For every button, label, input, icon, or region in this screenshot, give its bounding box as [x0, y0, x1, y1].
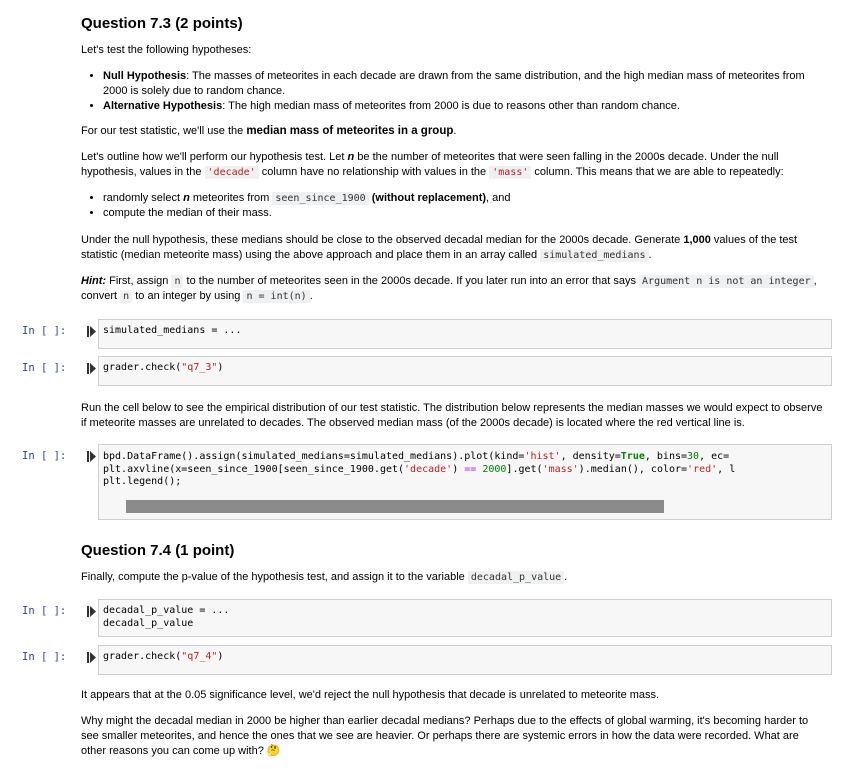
- code-cell-p-value[interactable]: [98, 599, 832, 637]
- outline-part-1: Let's outline how we'll perform our hypothesis test. Let: [81, 151, 348, 163]
- under-part-2: values of the test statistic (median meteorite mass) using the above approach and place them in an array called: [81, 234, 798, 261]
- hint-n-code: n: [171, 275, 183, 288]
- mass-code: 'mass': [489, 166, 531, 179]
- n-variable: n: [347, 151, 355, 163]
- q74-instructions: [81, 570, 826, 585]
- decade-code: 'decade': [205, 166, 259, 179]
- outline-part-2: be the number of meteorites that were seen falling in the 2000s decade. Under the null hypothesis, values in the: [81, 151, 779, 178]
- horizontal-scrollbar[interactable]: [126, 500, 664, 513]
- null-text: : The masses of meteorites in each decade are drawn from the same distribution, and the high median mass of meteorites from 2000 is solely due to random chance.: [103, 70, 805, 97]
- hint-part-5: .: [309, 290, 313, 302]
- q74-section: [81, 543, 826, 558]
- run-text: Run the cell below to see the empirical distribution of our test statistic. The distribution below represents the median masses we would expect to observe if meteorite masses are unrelated to decades. The observed median mass (of the 2000s decade) is located where the red vertical line is.: [81, 402, 823, 429]
- outline-text: [81, 150, 826, 180]
- run-instructions: [81, 401, 826, 431]
- cell-prompt: In [ ]:: [22, 651, 67, 663]
- alt-label: Alternative Hypothesis: [103, 100, 223, 112]
- code-line: grader.check("q7_3"): [103, 362, 224, 373]
- q74-part-1: Finally, compute the p-value of the hypothesis test, and assign it to the variable: [81, 571, 468, 583]
- hint-part-3: , convert: [81, 275, 817, 302]
- procedure-item-select: [103, 191, 826, 206]
- code-cell-simulated-medians[interactable]: [98, 319, 832, 349]
- run-cell-icon[interactable]: [87, 606, 96, 617]
- code-line: simulated_medians = ...: [103, 325, 242, 336]
- run-cell-icon[interactable]: [87, 326, 96, 337]
- conclusion-text: [81, 688, 826, 703]
- select-text: randomly select: [103, 192, 184, 204]
- stat-prefix: For our test statistic, we'll use the: [81, 125, 247, 137]
- code-line-2: decadal_p_value: [103, 617, 194, 629]
- q74-heading: Question 7.4 (1 point): [81, 542, 235, 559]
- code-cell-grader-q7-4[interactable]: [98, 645, 832, 675]
- simulated-medians-code: simulated_medians: [540, 249, 648, 262]
- q73-intro: [81, 43, 826, 58]
- stat-bold: median mass of meteorites in a group: [246, 125, 454, 137]
- test-statistic-text: [81, 124, 826, 139]
- from-text: meteorites from: [189, 192, 273, 204]
- cell-prompt: In [ ]:: [22, 325, 67, 337]
- median-text: compute the median of their mass.: [103, 207, 272, 219]
- and-text: , and: [486, 192, 511, 204]
- procedure-item-median: [103, 206, 826, 221]
- code-line-1: decadal_p_value = ...: [103, 605, 230, 616]
- hint-int-code: n = int(n): [243, 290, 309, 303]
- hint-part-4: to an integer by using: [132, 290, 244, 302]
- string-literal: "q7_3": [181, 362, 218, 373]
- conclusion: It appears that at the 0.05 significance level, we'd reject the null hypothesis that decade is unrelated to meteorite mass.: [81, 689, 660, 701]
- intro-text: Let's test the following hypotheses:: [81, 44, 252, 56]
- outline-part-3: column have no relationship with values in the: [258, 166, 490, 178]
- hint-part-2: to the number of meteorites seen in the 2000s decade. If you later run into an error that says: [183, 275, 640, 287]
- n-variable: n: [183, 192, 190, 204]
- code-line-1: bpd.DataFrame().assign(simulated_medians=simulated_medians).plot(kind='hist', density=True, bins=30, ec=: [103, 451, 730, 462]
- hint-n-code-2: n: [120, 290, 132, 303]
- alt-hypothesis-item: [103, 99, 829, 114]
- cell-prompt: In [ ]:: [22, 362, 67, 374]
- hint-text: [81, 274, 826, 304]
- stat-suffix: .: [453, 125, 457, 137]
- why: Why might the decadal median in 2000 be higher than earlier decadal medians? Perhaps due to the effects of global warming, it's becoming harder to see smaller meteorites, and hence the ones that we see are heavier. Or perhaps there are systemic errors in how the data were recorded. What are other reasons you can come up with?: [81, 715, 809, 757]
- code-line-2: plt.axvline(x=seen_since_1900[seen_since_1900.get('decade') == 2000].get('mass').median(), color='red', l: [103, 463, 736, 475]
- alt-text: : The high median mass of meteorites from 2000 is due to reasons other than random chance.: [222, 100, 680, 112]
- under-part-3: .: [648, 249, 652, 261]
- q73-section: [81, 16, 826, 31]
- thinking-face-icon: 🤔: [266, 745, 281, 757]
- thousand-bold: 1,000: [683, 234, 711, 246]
- run-cell-icon[interactable]: [87, 363, 96, 374]
- hypotheses-list: [81, 69, 829, 114]
- hint-part-1: First, assign: [106, 275, 172, 287]
- hint-label: Hint:: [81, 275, 107, 287]
- q74-part-2: .: [564, 571, 568, 583]
- null-label: Null Hypothesis: [103, 70, 187, 82]
- without-replacement: (without replacement): [371, 192, 487, 204]
- decadal-p-value-code: decadal_p_value: [468, 571, 564, 584]
- why-text: [81, 714, 826, 759]
- procedure-list: [81, 191, 826, 221]
- code-line-3: plt.legend();: [103, 476, 182, 487]
- run-cell-icon[interactable]: [87, 652, 96, 663]
- string-literal: "q7_4": [181, 651, 218, 662]
- hint-error-code: Argument n is not an integer: [639, 275, 814, 288]
- seen-since-code: seen_since_1900: [272, 192, 368, 205]
- code-cell-grader-q7-3[interactable]: [98, 356, 832, 386]
- under-null-text: [81, 233, 826, 263]
- null-hypothesis-item: [103, 69, 829, 99]
- code-line: grader.check("q7_4"): [103, 651, 224, 662]
- cell-prompt: In [ ]:: [22, 450, 67, 462]
- run-cell-icon[interactable]: [87, 451, 96, 462]
- cell-prompt: In [ ]:: [22, 605, 67, 617]
- q73-heading: Question 7.3 (2 points): [81, 15, 243, 32]
- outline-part-4: column. This means that we are able to repeatedly:: [531, 166, 784, 178]
- under-part-1: Under the null hypothesis, these medians should be close to the observed decadal median for the 2000s decade. Generate: [81, 234, 684, 246]
